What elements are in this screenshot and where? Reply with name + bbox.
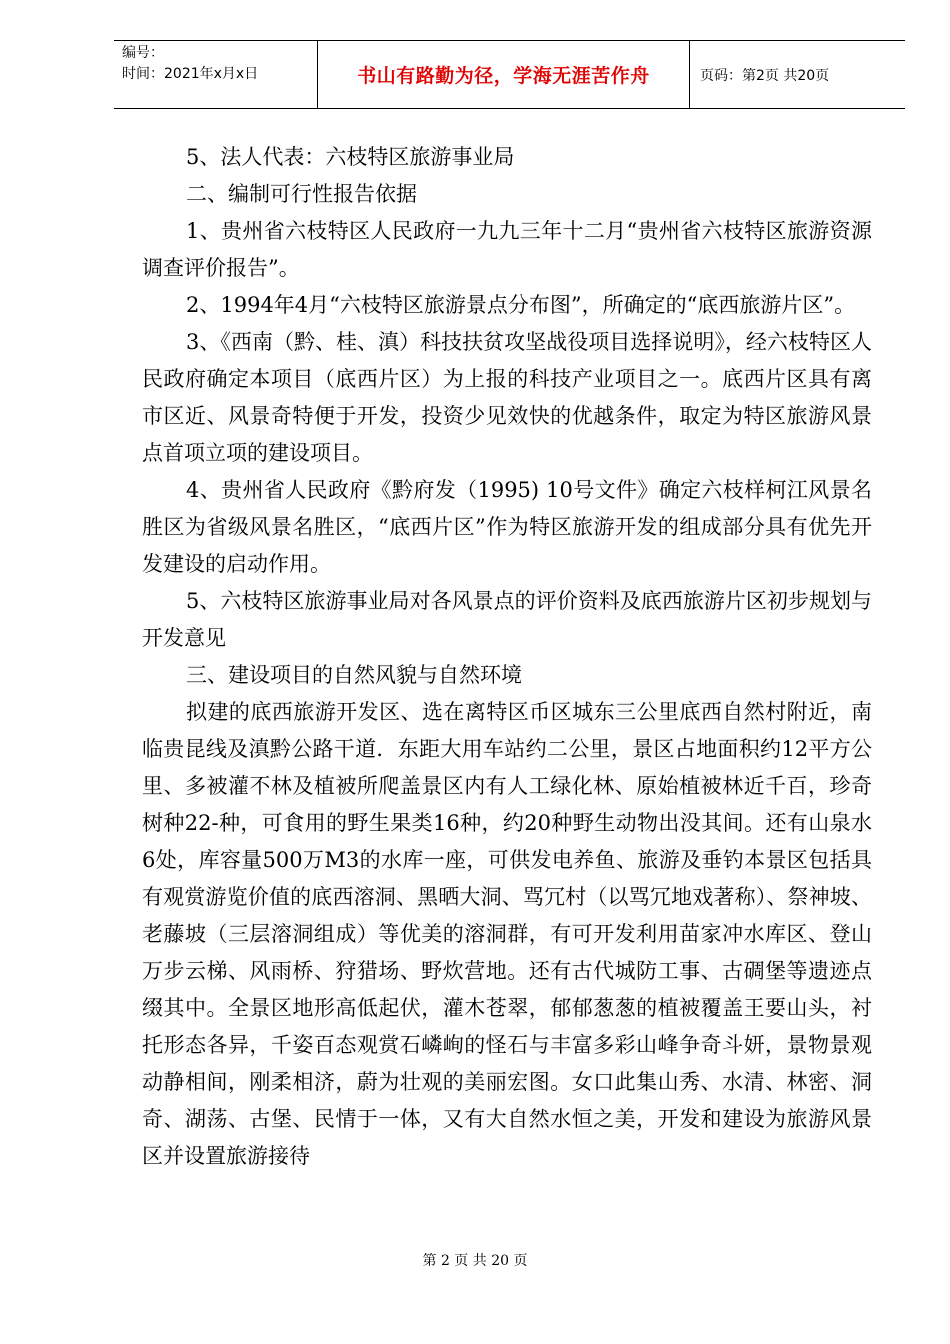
page-header [114,40,905,109]
paragraph: 拟建的底西旅游开发区、选在离特区币区城东三公里底西自然村附近，南临贵昆线及滇黔公路干道．东距大用车站约二公里，景区占地面积约12平方公里、多被灌不林及植被所爬盖景区内有人工绿化林、原始植被林近千百，珍奇树种22-种，可食用的野生果类16种，约20种野生动物出没其间。还有山泉水6处，库容量500万M3的水库一座，可供发电养鱼、旅游及垂钓本景区包括具有观赏游览价值的底西溶洞、黑晒大洞、骂冗村（以骂冗地戏著称）、祭神坡、老藤坡（三层溶洞组成）等优美的溶洞群，有可开发利用苗家冲水库区、登山万步云梯、风雨桥、狩猎场、野炊营地。还有古代城防工事、古碉堡等遗迹点缀其中。全景区地形高低起伏，灌木苍翠，郁郁葱葱的植被覆盖王要山头，衬托形态各异，千姿百态观赏石嶙峋的怪石与丰富多彩山峰争奇斗妍，景物景观动静相间，刚柔相济，蔚为壮观的美丽宏图。女口此集山秀、水清、林密、洞奇、湖荡、古堡、民情于一体，又有大自然水恒之美，开发和建设为旅游风景区并设置旅游接待 [142,700,872,1168]
number-label: 编号： [122,45,164,61]
paragraph: 2、1994年4月“六枝特区旅游景点分布图”，所确定的“底西旅游片区”。 [186,293,856,317]
section-heading: 二、编制可行性报告依据 [186,182,417,206]
section-heading: 三、建设项目的自然风貌与自然环境 [186,663,522,687]
document-body [142,139,872,1175]
paragraph: 5、法人代表：六枝特区旅游事业局 [186,145,515,169]
motto-text: 书山有路勤为径，学海无涯苦作舟 [357,65,650,87]
header-page-cell [690,41,905,108]
page-info: 页码：第2页 共20页 [700,67,830,84]
paragraph: 4、贵州省人民政府《黔府发（1995) 10号文件》确定六枝样柯江风景名胜区为省级风景名胜区，“底西片区”作为特区旅游开发的组成部分具有优先开发建设的启动作用。 [142,478,872,576]
header-motto-cell [317,41,690,108]
time-label: 时间：2021年x月x日 [122,66,259,82]
page-footer: 第 2 页 共 20 页 [422,1253,528,1269]
header-meta [114,41,317,108]
paragraph: 5、六枝特区旅游事业局对各风景点的评价资料及底西旅游片区初步规划与开发意见 [142,589,872,650]
paragraph: 1、贵州省六枝特区人民政府一九九三年十二月“贵州省六枝特区旅游资源调查评价报告”。 [142,219,872,280]
paragraph: 3、《西南（黔、桂、滇）科技扶贫攻坚战役项目选择说明》，经六枝特区人民政府确定本项目（底西片区）为上报的科技产业项目之一。底西片区具有离市区近、风景奇特便于开发，投资少见效快的优越条件，取定为特区旅游风景点首项立项的建设项目。 [142,330,872,465]
